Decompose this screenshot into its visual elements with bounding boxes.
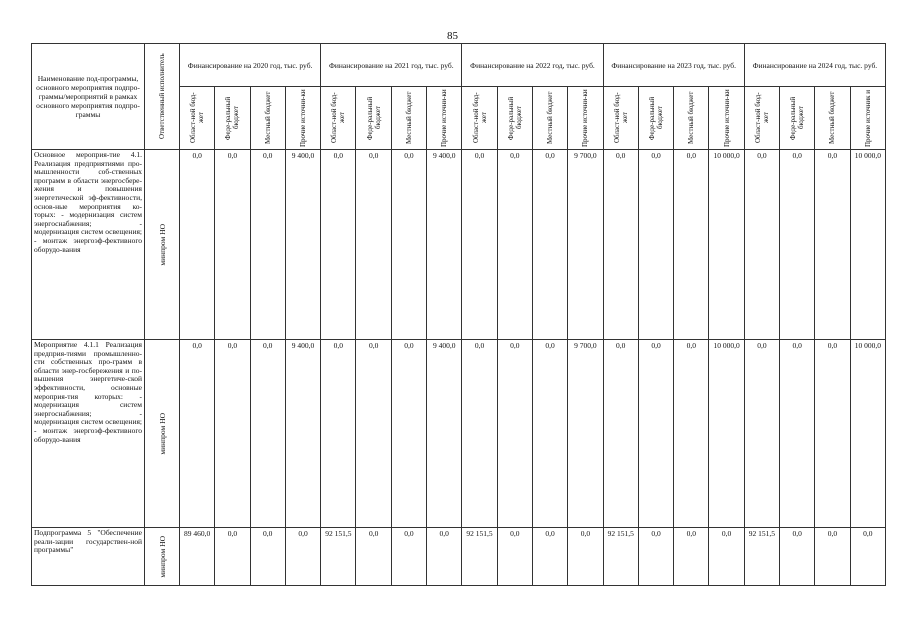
cell-value: 0,0 xyxy=(638,528,673,586)
cell-value: 0,0 xyxy=(285,528,320,586)
source-header-2020-3: Местный бюджет xyxy=(250,87,285,150)
row-name: Основное мероприя-тие 4.1. Реализация предприятиями про-мышленности соб-ственных программ в области энергосбере-жения и повышения энергетической эф-фективности, основ-ные мероприятия ко-торых: - модернизация систем энергоснабжения; - модернизация систем освещения; - монтаж энергоэф-фективного оборудо-вания xyxy=(32,150,145,340)
source-header-2023-3: Местный бюджет xyxy=(674,87,709,150)
cell-value: 0,0 xyxy=(497,150,532,340)
header-row-years xyxy=(32,44,886,87)
cell-value: 9 400,0 xyxy=(285,150,320,340)
source-header-2024-1: Област-ной бюд-жет xyxy=(744,87,779,150)
cell-value: 0,0 xyxy=(532,150,567,340)
financing-table xyxy=(31,43,886,586)
cell-value: 0,0 xyxy=(709,528,744,586)
cell-value: 0,0 xyxy=(674,528,709,586)
cell-value: 0,0 xyxy=(250,340,285,528)
cell-value: 0,0 xyxy=(391,150,426,340)
cell-value: 0,0 xyxy=(356,150,391,340)
cell-value: 0,0 xyxy=(250,528,285,586)
table-row xyxy=(32,528,886,586)
cell-value: 0,0 xyxy=(638,340,673,528)
cell-value: 0,0 xyxy=(427,528,462,586)
source-header-2021-4: Прочие источни-ки xyxy=(427,87,462,150)
row-name: Подпрограмма 5 "Обеспечение реали-зации государствен-ной программы" xyxy=(32,528,145,586)
cell-value: 9 400,0 xyxy=(285,340,320,528)
cell-value: 0,0 xyxy=(744,150,779,340)
source-header-2021-1: Област-ной бюд-жет xyxy=(321,87,356,150)
cell-value: 10 000,0 xyxy=(850,150,885,340)
cell-value: 0,0 xyxy=(462,150,497,340)
source-header-2023-1: Област-ной бюд-жет xyxy=(603,87,638,150)
cell-value: 92 151,5 xyxy=(744,528,779,586)
year-header-2021: Финансирование на 2021 год, тыс. руб. xyxy=(321,44,462,87)
cell-value: 0,0 xyxy=(180,340,215,528)
year-header-2023: Финансирование на 2023 год, тыс. руб. xyxy=(603,44,744,87)
cell-value: 9 700,0 xyxy=(568,150,603,340)
source-header-2020-4: Прочие источни-ки xyxy=(285,87,320,150)
cell-value: 92 151,5 xyxy=(603,528,638,586)
cell-value: 0,0 xyxy=(250,150,285,340)
cell-value: 9 400,0 xyxy=(427,340,462,528)
cell-value: 0,0 xyxy=(815,150,850,340)
year-header-2022: Финансирование на 2022 год, тыс. руб. xyxy=(462,44,603,87)
name-column-header: Наименование под-программы, основного мероприятия подпро-граммы/мероприятий в рамках основного мероприятия подпро-граммы xyxy=(32,44,145,150)
cell-value: 10 000,0 xyxy=(850,340,885,528)
source-header-2022-2: Феде-ральный бюджет xyxy=(497,87,532,150)
row-executor: минпром НО xyxy=(145,150,180,340)
cell-value: 0,0 xyxy=(215,340,250,528)
cell-value: 0,0 xyxy=(638,150,673,340)
cell-value: 0,0 xyxy=(321,150,356,340)
cell-value: 9 400,0 xyxy=(427,150,462,340)
cell-value: 0,0 xyxy=(815,528,850,586)
source-header-2021-2: Феде-ральный бюджет xyxy=(356,87,391,150)
source-header-2022-3: Местный бюджет xyxy=(532,87,567,150)
cell-value: 10 000,0 xyxy=(709,340,744,528)
cell-value: 0,0 xyxy=(321,340,356,528)
cell-value: 0,0 xyxy=(603,150,638,340)
executor-column-header: Ответственный исполнитель xyxy=(145,44,180,150)
cell-value: 0,0 xyxy=(391,528,426,586)
cell-value: 0,0 xyxy=(780,528,815,586)
cell-value: 0,0 xyxy=(497,528,532,586)
table-row xyxy=(32,150,886,340)
source-header-2022-4: Прочие источни-ки xyxy=(568,87,603,150)
source-header-2023-4: Прочие источни-ки xyxy=(709,87,744,150)
row-executor: минпром НО xyxy=(145,528,180,586)
source-header-2020-1: Област-ной бюд-жет xyxy=(180,87,215,150)
cell-value: 92 151,5 xyxy=(321,528,356,586)
page-number: 85 xyxy=(447,30,458,42)
source-header-2024-4: Прочие источник и xyxy=(850,87,885,150)
table-row xyxy=(32,340,886,528)
source-header-2024-2: Феде-ральный бюджет xyxy=(780,87,815,150)
source-header-2020-2: Феде-ральный бюджет xyxy=(215,87,250,150)
cell-value: 0,0 xyxy=(356,340,391,528)
cell-value: 0,0 xyxy=(356,528,391,586)
year-header-2020: Финансирование на 2020 год, тыс. руб. xyxy=(180,44,321,87)
cell-value: 0,0 xyxy=(568,528,603,586)
source-header-2023-2: Феде-ральный бюджет xyxy=(638,87,673,150)
year-header-2024: Финансирование на 2024 год, тыс. руб. xyxy=(744,44,885,87)
row-executor: минпром НО xyxy=(145,340,180,528)
cell-value: 0,0 xyxy=(462,340,497,528)
cell-value: 0,0 xyxy=(815,340,850,528)
cell-value: 0,0 xyxy=(215,150,250,340)
cell-value: 0,0 xyxy=(215,528,250,586)
cell-value: 0,0 xyxy=(180,150,215,340)
cell-value: 0,0 xyxy=(780,150,815,340)
cell-value: 9 700,0 xyxy=(568,340,603,528)
cell-value: 89 460,0 xyxy=(180,528,215,586)
cell-value: 92 151,5 xyxy=(462,528,497,586)
row-name: Мероприятие 4.1.1 Реализация предприя-тиями промышленно-сти собственных про-грамм в области энер-госбережения и по-вышения энергетиче-ской эффективности, основные мероприя-тия которых: - модернизация систем энергоснабжения; - модернизация систем освещения; - монтаж энергоэф-фективного оборудо-вания xyxy=(32,340,145,528)
cell-value: 0,0 xyxy=(674,150,709,340)
cell-value: 0,0 xyxy=(603,340,638,528)
cell-value: 0,0 xyxy=(391,340,426,528)
source-header-2021-3: Местный бюджет xyxy=(391,87,426,150)
cell-value: 10 000,0 xyxy=(709,150,744,340)
cell-value: 0,0 xyxy=(850,528,885,586)
cell-value: 0,0 xyxy=(744,340,779,528)
source-header-2022-1: Област-ной бюд-жет xyxy=(462,87,497,150)
cell-value: 0,0 xyxy=(780,340,815,528)
cell-value: 0,0 xyxy=(674,340,709,528)
source-header-2024-3: Местный бюджет xyxy=(815,87,850,150)
cell-value: 0,0 xyxy=(532,340,567,528)
cell-value: 0,0 xyxy=(497,340,532,528)
cell-value: 0,0 xyxy=(532,528,567,586)
